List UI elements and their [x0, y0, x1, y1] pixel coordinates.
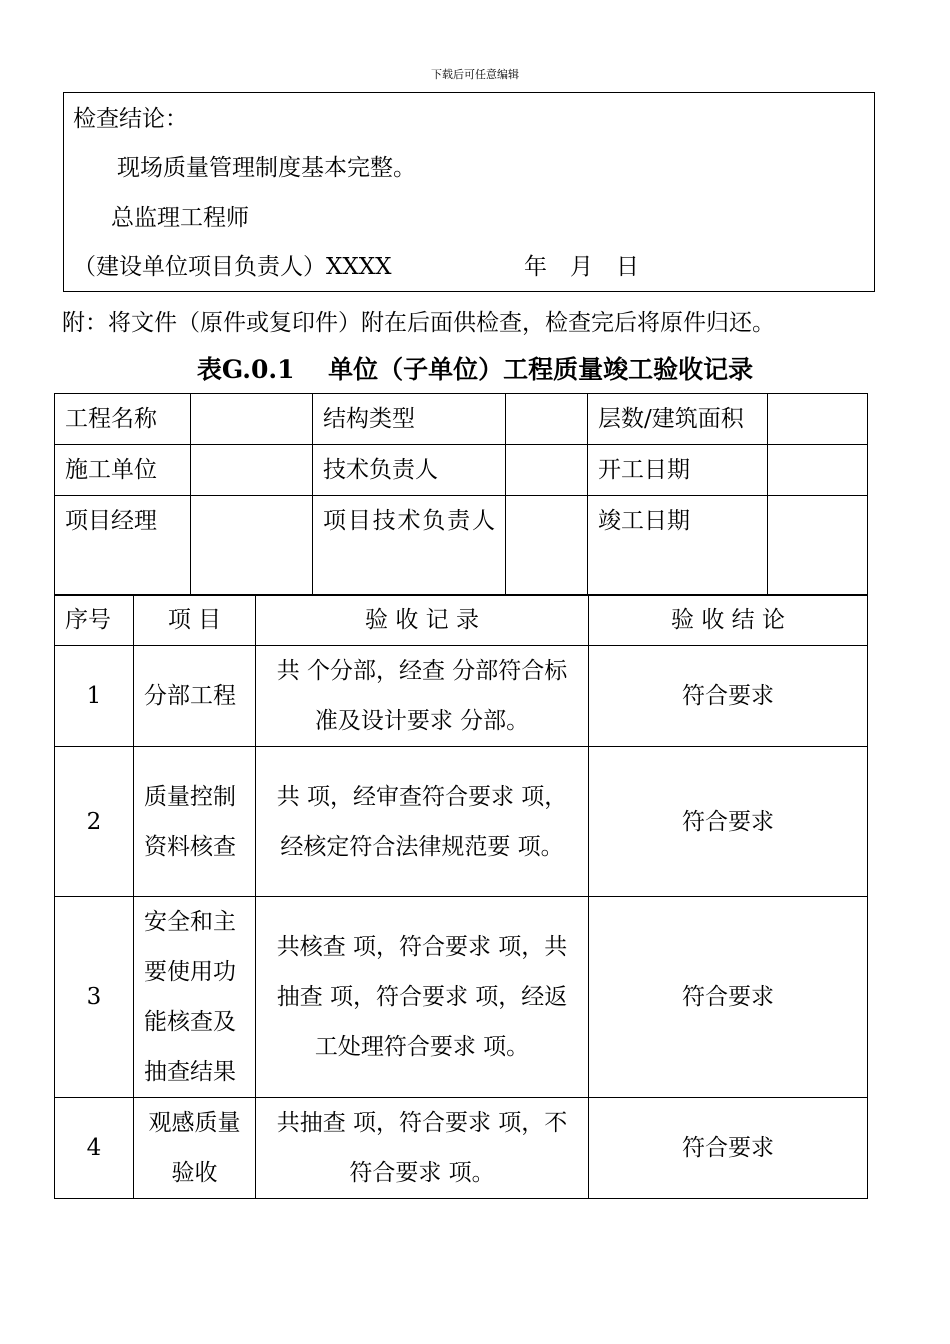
- project-manager-label: 项目经理: [55, 496, 191, 596]
- table-row: [55, 897, 868, 1098]
- row-item: 质量控制资料核查: [134, 747, 256, 897]
- structure-type-label: 结构类型: [313, 394, 506, 445]
- header-item: 项 目: [134, 595, 256, 646]
- row-item: 安全和主要使用功能核查及抽查结果: [134, 897, 256, 1098]
- contractor-value: [191, 445, 313, 496]
- contractor-label: 施工单位: [55, 445, 191, 496]
- table-row: [55, 747, 868, 897]
- row-record: 共抽查 项，符合要求 项，不符合要求 项。: [256, 1098, 589, 1199]
- row-conclusion: 符合要求: [589, 897, 868, 1098]
- row-number: 4: [55, 1098, 134, 1199]
- project-name-value: [191, 394, 313, 445]
- project-technical-lead-label: 项目技术负责人: [313, 496, 506, 596]
- start-date-value: [768, 445, 868, 496]
- header-record: 验 收 记 录: [256, 595, 589, 646]
- row-item: 观感质量验收: [134, 1098, 256, 1199]
- row-record: 共 个分部，经查 分部符合标准及设计要求 分部。: [256, 646, 589, 747]
- header-conclusion: 验 收 结 论: [589, 595, 868, 646]
- owner-representative-label: （建设单位项目负责人）XXXX: [73, 254, 392, 280]
- acceptance-record-table: [54, 594, 868, 1199]
- row-conclusion: 符合要求: [589, 646, 868, 747]
- start-date-label: 开工日期: [588, 445, 768, 496]
- floors-area-label: 层数/建筑面积: [588, 394, 768, 445]
- row-conclusion: 符合要求: [589, 1098, 868, 1199]
- table-row: [55, 646, 868, 747]
- row-record: 共 项，经审查符合要求 项，经核定符合法律规范要 项。: [256, 747, 589, 897]
- row-number: 1: [55, 646, 134, 747]
- table-title: 表G.0.1 单位（子单位）工程质量竣工验收记录: [196, 355, 754, 384]
- project-info-table: [54, 393, 868, 596]
- table-row: [55, 445, 868, 496]
- technical-lead-label: 技术负责人: [313, 445, 506, 496]
- row-number: 3: [55, 897, 134, 1098]
- row-record: 共核查 项，符合要求 项，共抽查 项，符合要求 项，经返工处理符合要求 项。: [256, 897, 589, 1098]
- structure-type-value: [506, 394, 588, 445]
- header-no: 序号: [55, 595, 134, 646]
- row-number: 2: [55, 747, 134, 897]
- page-header: 下载后可任意编辑: [431, 68, 519, 81]
- attachment-note: 附：将文件（原件或复印件）附在后面供检查，检查完后将原件归还。: [62, 310, 775, 336]
- technical-lead-value: [506, 445, 588, 496]
- project-technical-lead-value: [506, 496, 588, 596]
- completion-date-label: 竣工日期: [588, 496, 768, 596]
- table-row: [55, 1098, 868, 1199]
- conclusion-text: 现场质量管理制度基本完整。: [117, 155, 416, 181]
- signature-date: 年 月 日: [524, 254, 639, 280]
- row-item: 分部工程: [134, 646, 256, 747]
- chief-supervisor-label: 总监理工程师: [111, 205, 249, 231]
- project-manager-value: [191, 496, 313, 596]
- inspection-conclusion-box: [63, 92, 875, 292]
- row-conclusion: 符合要求: [589, 747, 868, 897]
- table-row: [55, 394, 868, 445]
- floors-area-value: [768, 394, 868, 445]
- project-name-label: 工程名称: [55, 394, 191, 445]
- conclusion-label: 检查结论：: [73, 106, 188, 132]
- table-header-row: [55, 595, 868, 646]
- completion-date-value: [768, 496, 868, 596]
- table-row: [55, 496, 868, 596]
